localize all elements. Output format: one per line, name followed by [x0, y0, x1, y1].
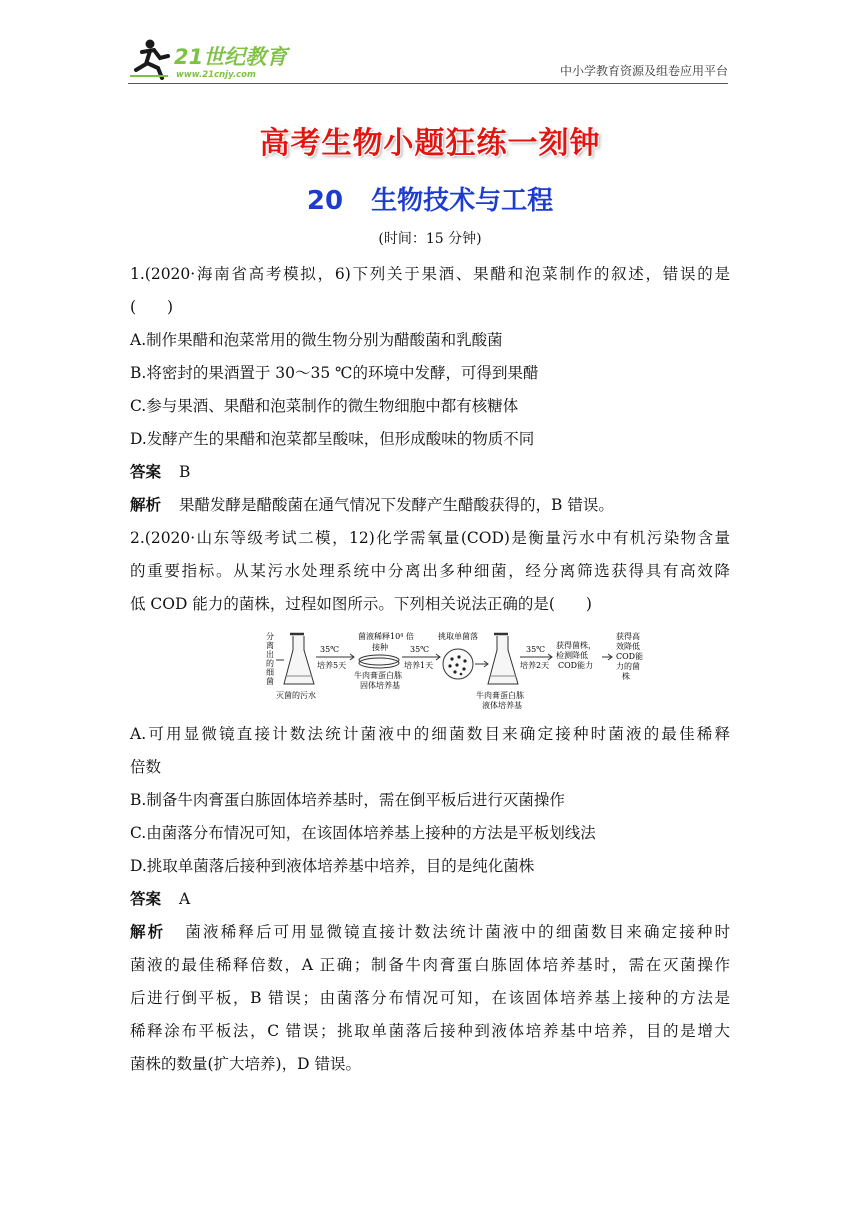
- flask-icon: [488, 634, 518, 684]
- sterile-water-label: 灭菌的污水: [276, 691, 316, 700]
- liquid-medium-label: 液体培养基: [482, 701, 522, 710]
- arrow-icon: [316, 654, 354, 660]
- detect-label: COD能力: [558, 661, 594, 670]
- arrow-icon: [402, 654, 440, 660]
- svg-text:离: 离: [266, 641, 274, 650]
- analysis-text: 果醋发酵是醋酸菌在通气情况下发酵产生醋酸获得的，B 错误。: [179, 496, 614, 514]
- main-title: 高考生物小题狂练一刻钟: [259, 126, 601, 161]
- question-content: [130, 258, 730, 621]
- chapter-title: 生物技术与工程: [371, 186, 554, 216]
- temp-label: 35℃: [320, 645, 340, 654]
- question-stem-line: 的重要指标。从某污水处理系统中分离出多种细菌，经分离筛选获得具有高效降: [130, 562, 730, 580]
- svg-text:菌: 菌: [266, 677, 274, 686]
- option-c: C.参与果酒、果醋和泡菜制作的微生物细胞中都有核糖体: [130, 397, 519, 415]
- question-stem-line: 低 COD 能力的菌株，过程如图所示。下列相关说法正确的是( ): [130, 595, 592, 613]
- question-2: [130, 522, 730, 621]
- question-stem-line: ( ): [130, 298, 174, 316]
- time-note: (时间：15 分钟): [378, 231, 482, 247]
- result-label: 效降低: [616, 642, 640, 651]
- days-label: 培养1天: [404, 661, 434, 670]
- days-label: 培养2天: [520, 661, 550, 670]
- option-b: B.制备牛肉膏蛋白胨固体培养基时，需在倒平板后进行灭菌操作: [130, 791, 565, 809]
- analysis-label: 解析: [130, 496, 162, 514]
- answer-value: A: [179, 890, 191, 908]
- dilution-label: 菌液稀释10⁴ 倍: [358, 632, 414, 641]
- solid-medium-label: 固体培养基: [360, 681, 400, 690]
- logo-url: www.21cnjy.com: [176, 70, 256, 80]
- svg-text:细: 细: [266, 668, 274, 677]
- site-logo: [128, 36, 303, 82]
- answer-line: [130, 456, 730, 489]
- question-stem-line: 1.(2020·海南省高考模拟，6)下列关于果酒、果醋和泡菜制作的叙述，错误的是: [130, 265, 730, 283]
- analysis-line: 稀释涂布平板法，C 错误；挑取单菌落后接种到液体培养基中培养，目的是增大: [130, 1022, 730, 1040]
- analysis-line: [130, 916, 730, 949]
- option-d: D.发酵产生的果醋和泡菜都呈酸味，但形成酸味的物质不同: [130, 430, 535, 448]
- result-label: 获得高: [616, 632, 640, 641]
- answer-line: [130, 883, 730, 916]
- page-header: [128, 36, 728, 82]
- analysis-line: 菌液的最佳稀释倍数，A 正确；制备牛肉膏蛋白胨固体培养基时，需在灭菌操作: [130, 956, 730, 974]
- platform-name: 中小学教育资源及组卷应用平台: [559, 64, 728, 78]
- analysis-line: [130, 489, 730, 522]
- arrow-icon: [520, 654, 552, 660]
- liquid-medium-label: 牛肉膏蛋白胨: [476, 691, 524, 700]
- flask-icon: [284, 634, 314, 684]
- temp-label: 35℃: [526, 645, 546, 654]
- logo-text: 21世纪教育: [174, 45, 288, 69]
- option-d: D.挑取单菌落后接种到液体培养基中培养，目的是纯化菌株: [130, 857, 535, 875]
- question-2-options: [130, 718, 730, 1081]
- result-label: 株: [622, 672, 630, 681]
- question-stem-line: 2.(2020·山东等级考试二模，12)化学需氧量(COD)是衡量污水中有机污染物含量: [130, 529, 730, 547]
- option-b: B.将密封的果酒置于 30～35 ℃的环境中发酵，可得到果醋: [130, 364, 539, 382]
- analysis-text: 菌液稀释后可用显微镜直接计数法统计菌液中的细菌数目来确定接种时: [183, 923, 730, 941]
- option-a-cont: 倍数: [130, 758, 162, 776]
- arrow-icon: [475, 661, 488, 667]
- detect-label: 获得菌株，: [556, 641, 596, 650]
- chapter-number: 20: [306, 186, 344, 216]
- solid-medium-label: 牛肉膏蛋白胨: [354, 671, 402, 680]
- detect-label: 检测降低: [556, 651, 588, 660]
- temp-label: 35℃: [410, 645, 430, 654]
- petri-dish-icon: [359, 655, 399, 668]
- option-a: A.制作果醋和泡菜常用的微生物分别为醋酸菌和乳酸菌: [130, 331, 503, 349]
- svg-text:出: 出: [266, 650, 274, 659]
- separated-bacteria-label: [266, 631, 274, 686]
- header-rule: [128, 83, 728, 84]
- arrow-icon: [602, 654, 612, 660]
- sub-title: [0, 180, 860, 217]
- answer-value: B: [179, 463, 191, 481]
- result-label: 力的菌: [616, 662, 640, 671]
- answer-label: 答案: [130, 463, 162, 481]
- svg-text:的: 的: [266, 659, 274, 668]
- answer-label: 答案: [130, 890, 162, 908]
- result-label: COD能: [616, 652, 644, 661]
- pick-colony-label: 挑取单菌落: [438, 632, 478, 641]
- runner-icon: [130, 40, 168, 79]
- process-figure: [262, 630, 742, 710]
- days-label: 培养5天: [317, 661, 347, 670]
- option-c: C.由菌落分布情况可知，在该固体培养基上接种的方法是平板划线法: [130, 824, 596, 842]
- inoculate-label: 接种: [372, 643, 388, 652]
- svg-text:分: 分: [266, 632, 274, 641]
- colony-plate-icon: [443, 649, 473, 679]
- analysis-label: 解析: [130, 923, 166, 941]
- option-a: A.可用显微镜直接计数法统计菌液中的细菌数目来确定接种时菌液的最佳稀释: [130, 725, 730, 743]
- analysis-line: 菌株的数量(扩大培养)，D 错误。: [130, 1055, 361, 1073]
- question-1: [130, 258, 730, 522]
- analysis-line: 后进行倒平板，B 错误；由菌落分布情况可知，在该固体培养基上接种的方法是: [130, 989, 730, 1007]
